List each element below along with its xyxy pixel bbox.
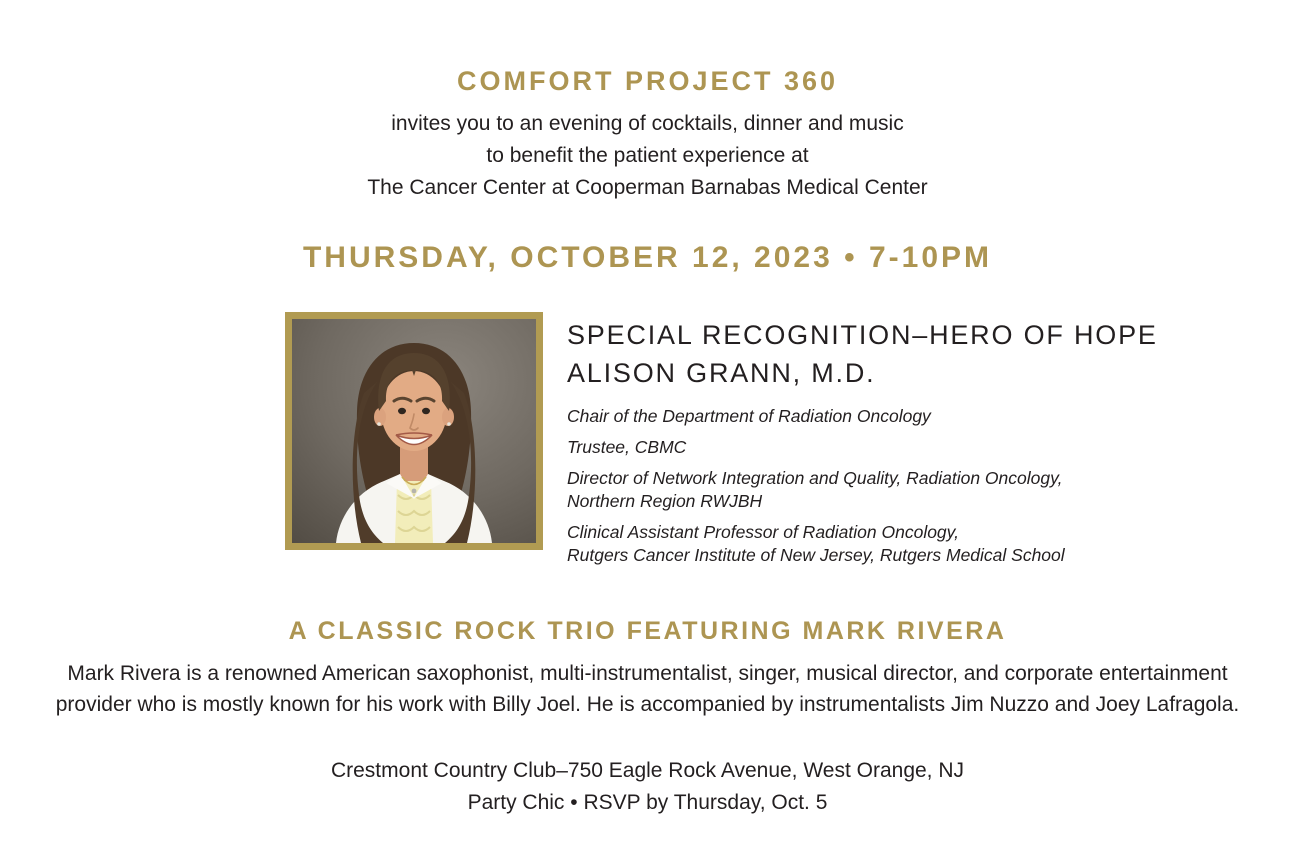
credential-item (567, 521, 1158, 567)
entertainment-heading: A CLASSIC ROCK TRIO FEATURING MARK RIVERA (288, 617, 1007, 645)
credential-item (567, 467, 1158, 513)
venue-address: Crestmont Country Club–750 Eagle Rock Avenue, West Orange, NJ (330, 759, 965, 782)
venue-section (0, 755, 1295, 819)
honoree-portrait-image (292, 319, 536, 543)
credential-line: Chair of the Department of Radiation Oncology (567, 406, 931, 426)
credential-item (567, 436, 1158, 459)
entertainment-description-line-2: provider who is mostly known for his work with Billy Joel. He is accompanied by instrumentalists Jim Nuzzo and Joey Lafragola. (55, 693, 1240, 716)
entertainment-description (28, 658, 1267, 720)
entertainment-description-line-1: Mark Rivera is a renowned American saxophonist, multi-instrumentalist, singer, musical director, and corporate entertainment (67, 662, 1228, 685)
credential-line: Clinical Assistant Professor of Radiation Oncology, (567, 522, 959, 542)
honoree-text-block (567, 312, 1158, 575)
intro-line-3: The Cancer Center at Cooperman Barnabas Medical Center (367, 176, 928, 199)
honoree-section (285, 312, 1158, 575)
credential-line: Northern Region RWJBH (567, 491, 763, 511)
credential-line: Trustee, CBMC (567, 437, 687, 457)
intro-line-1: invites you to an evening of cocktails, dinner and music (391, 112, 904, 135)
honoree-heading-line-1: SPECIAL RECOGNITION–HERO OF HOPE (567, 320, 1158, 350)
page-title: COMFORT PROJECT 360 (456, 66, 839, 96)
header (0, 66, 1295, 204)
dress-code-rsvp: Party Chic • RSVP by Thursday, Oct. 5 (467, 791, 828, 814)
credential-item (567, 405, 1158, 428)
credential-line: Rutgers Cancer Institute of New Jersey, Rutgers Medical School (567, 545, 1065, 565)
credential-line: Director of Network Integration and Quality, Radiation Oncology, (567, 468, 1063, 488)
entertainment-section (0, 617, 1295, 720)
honoree-photo-frame (285, 312, 543, 550)
honoree-heading-line-2: ALISON GRANN, M.D. (567, 358, 876, 388)
intro-line-2: to benefit the patient experience at (486, 144, 809, 167)
event-datetime: THURSDAY, OCTOBER 12, 2023 • 7-10PM (302, 241, 993, 274)
honoree-heading (567, 316, 1158, 392)
